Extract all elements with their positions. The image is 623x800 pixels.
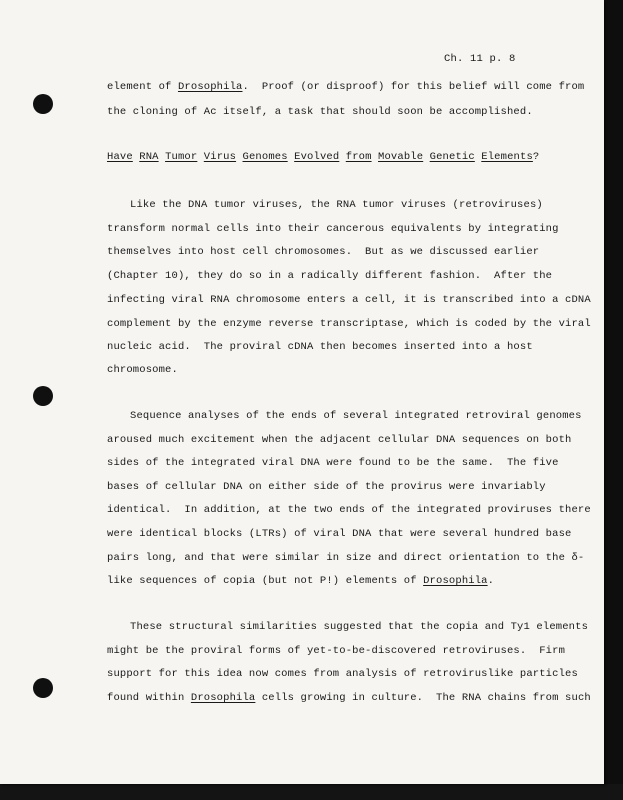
section-heading	[107, 151, 539, 163]
heading-word: RNA	[139, 151, 159, 163]
text-line: bases of cellular DNA on either side of the provirus were invariably	[107, 481, 546, 493]
italic-term: Drosophila	[423, 575, 488, 587]
heading-punctuation: ?	[532, 151, 540, 163]
text-segment: cells growing in culture. The RNA chains from such	[255, 692, 591, 704]
text-line	[107, 81, 584, 93]
heading-word: Elements	[481, 151, 533, 163]
text-line: might be the proviral forms of yet-to-be-discovered retroviruses. Firm	[107, 645, 566, 657]
text-line: complement by the enzyme reverse transcriptase, which is coded by the viral	[107, 318, 591, 330]
text-segment: element of	[107, 81, 178, 93]
heading-word: Virus	[203, 151, 237, 163]
text-line: themselves into host cell chromosomes. But as we discussed earlier	[107, 246, 540, 258]
punch-hole	[33, 94, 53, 114]
text-line: (Chapter 10), they do so in a radically different fashion. After the	[107, 270, 553, 282]
text-segment: .	[487, 575, 495, 587]
heading-word: Have	[107, 151, 133, 163]
heading-word: Tumor	[165, 151, 198, 163]
heading-word: Genetic	[429, 151, 475, 163]
punch-hole	[33, 678, 53, 698]
text-line: Sequence analyses of the ends of several integrated retroviral genomes	[130, 410, 582, 422]
text-line	[107, 575, 494, 587]
scanner-background-right	[604, 0, 623, 800]
punch-hole	[33, 386, 53, 406]
text-line: identical. In addition, at the two ends of the integrated proviruses there	[107, 504, 591, 516]
text-segment: like sequences of copia (but not P!) elements of	[107, 575, 424, 587]
text-segment: . Proof (or disproof) for this belief will come from	[242, 81, 585, 93]
text-line: the cloning of Ac itself, a task that should soon be accomplished.	[107, 106, 533, 118]
text-line: transform normal cells into their cancerous equivalents by integrating	[107, 223, 559, 235]
text-line: Like the DNA tumor viruses, the RNA tumor viruses (retroviruses)	[130, 199, 543, 211]
heading-word: from	[345, 151, 372, 163]
heading-word: Evolved	[294, 151, 340, 163]
text-line: sides of the integrated viral DNA were found to be the same. The five	[107, 457, 559, 469]
heading-word: Genomes	[242, 151, 288, 163]
heading-word: Movable	[378, 151, 424, 163]
text-line: support for this idea now comes from analysis of retroviruslike particles	[107, 668, 578, 680]
scanner-background-bottom	[0, 784, 623, 800]
italic-term: Drosophila	[190, 692, 256, 704]
text-line: infecting viral RNA chromosome enters a cell, it is transcribed into a cDNA	[107, 294, 591, 306]
text-line: These structural similarities suggested that the copia and Ty1 elements	[130, 621, 589, 633]
text-line: chromosome.	[107, 364, 178, 376]
text-line: pairs long, and that were similar in size and direct orientation to the δ-	[107, 552, 585, 564]
text-line: nucleic acid. The proviral cDNA then becomes inserted into a host	[107, 341, 533, 353]
text-line: were identical blocks (LTRs) of viral DNA that were several hundred base	[107, 528, 572, 540]
text-line	[107, 692, 591, 704]
page-number: Ch. 11 p. 8	[444, 53, 516, 65]
text-segment: found within	[107, 692, 191, 704]
text-line: aroused much excitement when the adjacent cellular DNA sequences on both	[107, 434, 572, 446]
italic-term: Drosophila	[177, 81, 243, 93]
